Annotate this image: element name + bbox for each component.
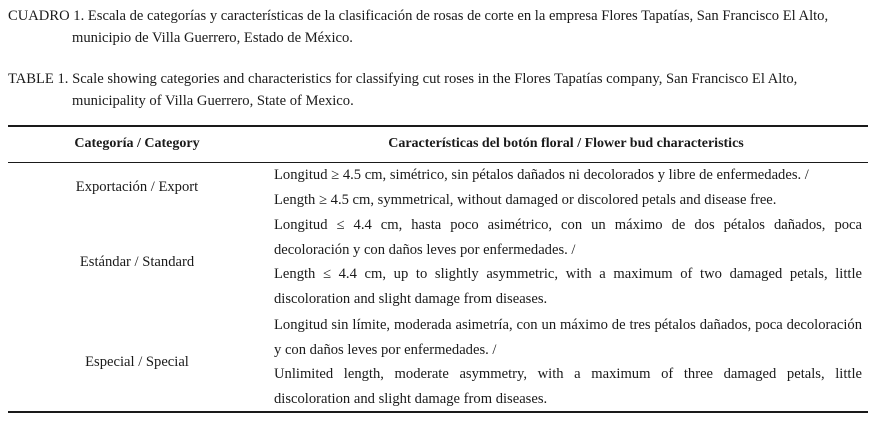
category-special: Especial / Special — [85, 354, 189, 370]
column-header-characteristics: Características del botón floral / Flower bud characteristics — [388, 136, 744, 151]
table-caption-english: TABLE 1. Scale showing categories and characteristics for classifying cut roses in the Flores Tapatías company, San Francisco El Alto, municipality of Villa Guerrero, State of Mexico. — [8, 71, 798, 109]
special-description-spanish: Longitud sin límite, moderada asimetría, con un máximo de tres pétalos dañados, poca decoloración y con daños leves por enfermedades. / — [274, 317, 862, 358]
table-caption-spanish: CUADRO 1. Escala de categorías y características de la clasificación de rosas de corte en la empresa Flores Tapatías, San Francisco El Alto, municipio de Villa Guerrero, Estado de México. — [8, 8, 829, 46]
category-export: Exportación / Export — [75, 179, 199, 195]
table-bottom-rule — [8, 411, 868, 413]
standard-description-spanish: Longitud ≤ 4.4 cm, hasta poco asimétrico, con un máximo de dos pétalos dañados, poca decoloración y con daños leves por enfermedades. / — [274, 217, 862, 258]
special-description-english: Unlimited length, moderate asymmetry, with a maximum of three damaged petals, little discoloration and slight damage from diseases. — [274, 366, 862, 407]
category-standard: Estándar / Standard — [79, 254, 195, 270]
export-description-spanish: Longitud ≥ 4.5 cm, simétrico, sin pétalos dañados ni decolorados y libre de enfermedades. / — [274, 167, 809, 183]
column-header-category: Categoría / Category — [74, 136, 200, 151]
standard-description-english: Length ≤ 4.4 cm, up to slightly asymmetric, with a maximum of two damaged petals, little discoloration and slight damage from diseases. — [274, 266, 862, 307]
export-description-english: Length ≥ 4.5 cm, symmetrical, without damaged or discolored petals and disease free. — [274, 192, 777, 208]
table-top-rule — [8, 125, 868, 127]
